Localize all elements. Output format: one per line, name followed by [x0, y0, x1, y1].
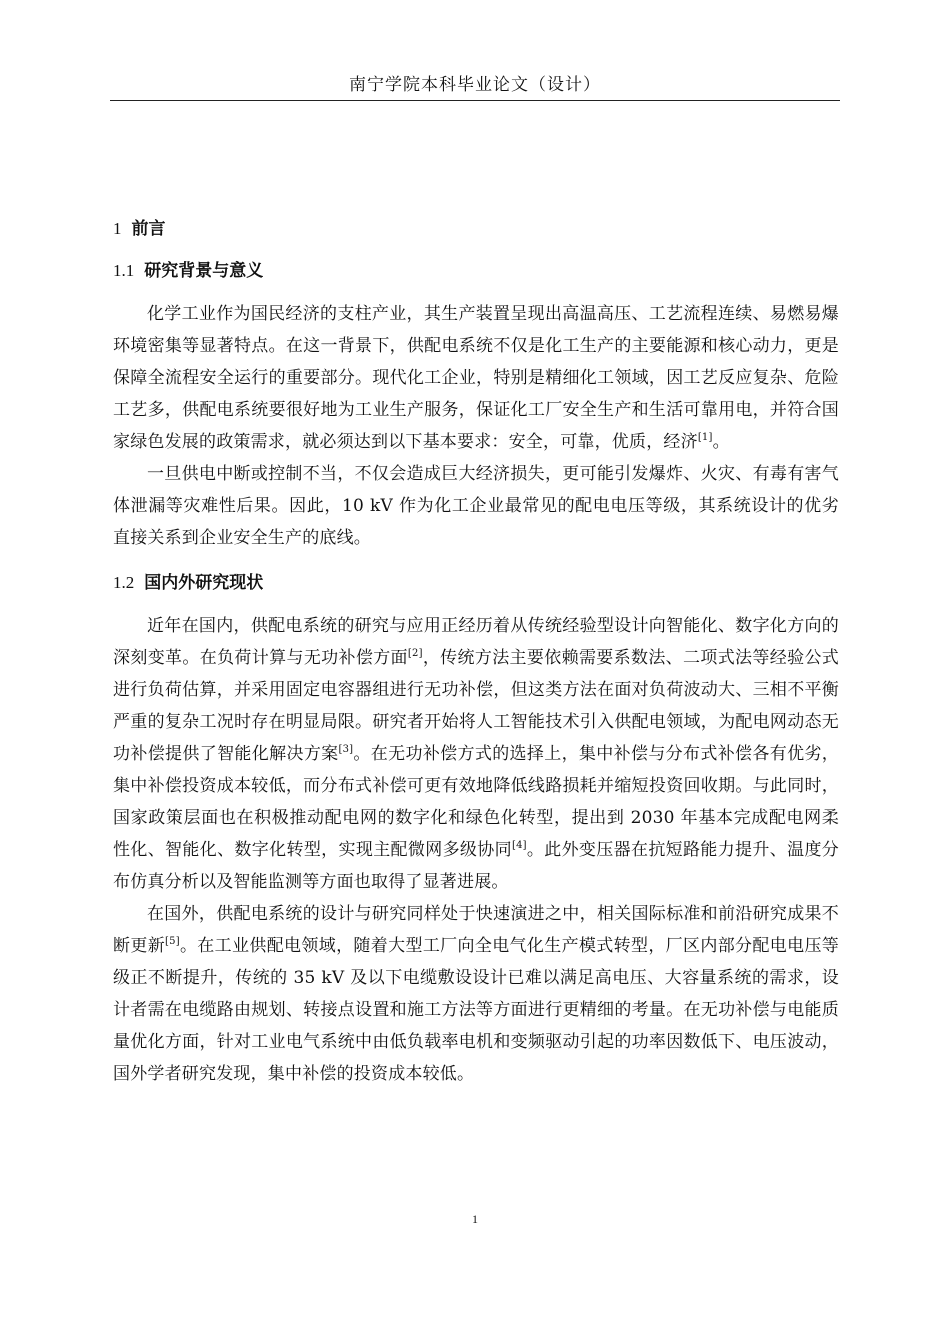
subsection-number: 1.1 — [113, 261, 135, 280]
paragraph-text: 化学工业作为国民经济的支柱产业，其生产装置呈现出高温高压、工艺流程连续、易燃易爆环境密集等显著特点。在这一背景下，供配电系统不仅是化工生产的主要能源和核心动力，更是保障全流程安全运行的重要部分。现代化工企业，特别是精细化工领域，因工艺反应复杂、危险工艺多，供配电系统要很好地为工业生产服务，保证化工厂安全生产和生活可靠用电，并符合国家绿色发展的政策需求，就必须达到以下基本要求：安全，可靠，优质，经济 — [113, 304, 839, 452]
paragraph-foreign-research — [113, 898, 839, 1090]
subsection-title: 国内外研究现状 — [144, 573, 264, 593]
paragraph-text: 在国外，供配电系统的设计与研究同样处于快速演进之中，相关国际标准和前沿研究成果不断更新 — [113, 904, 839, 956]
citation-ref: [4] — [511, 840, 527, 851]
citation-ref: [2] — [407, 648, 423, 659]
paragraph-text: 近年在国内，供配电系统的研究与应用正经历着从传统经验型设计向智能化、数字化方向的深刻变革。在负荷计算与无功补偿方面 — [113, 616, 839, 668]
paragraph-text: 。在工业供配电领域，随着大型工厂向全电气化生产模式转型，厂区内部分配电电压等级正不断提升，传统的 35 kV 及以下电缆敷设设计已难以满足高电压、大容量系统的需求，设计者需在电缆路由规划、转接点设置和施工方法等方面进行更精细的考量。在无功补偿与电能质量优化方面，针对工业电气系统中由低负载率电机和变频驱动引起的功率因数低下、电压波动，国外学者研究发现，集中补偿的投资成本较低。 — [113, 936, 839, 1084]
citation-ref: [5] — [165, 936, 180, 947]
paragraph-text: 。在无功补偿方式的选择上，集中补偿与分布式补偿各有优劣，集中补偿投资成本较低，而分布式补偿可更有效地降低线路损耗并缩短投资回收期。与此同时，国家政策层面也在积极推动配电网的数字化和绿色化转型，提出到 2030 年基本完成配电网柔性化、智能化、数字化转型，实现主配微网多级协同 — [113, 744, 839, 860]
running-header: 南宁学院本科毕业论文（设计） — [349, 75, 601, 95]
section-heading-1-1 — [113, 254, 839, 288]
citation-ref: [1] — [697, 432, 713, 443]
page-number: 1 — [472, 1212, 478, 1226]
paragraph-background — [113, 298, 839, 458]
section-heading-1-2 — [113, 566, 839, 600]
subsection-title: 研究背景与意义 — [144, 261, 264, 281]
paragraph-text: 。此外变压器在抗短路能力提升、温度分布仿真分析以及智能监测等方面也取得了显著进展。 — [113, 840, 839, 892]
section-title: 前言 — [131, 219, 166, 239]
paragraph-text: ，传统方法主要依赖需要系数法、二项式法等经验公式进行负荷估算，并采用固定电容器组进行无功补偿，但这类方法在面对负荷波动大、三相不平衡严重的复杂工况时存在明显局限。研究者开始将人工智能技术引入供配电领域，为配电网动态无功补偿提供了智能化解决方案 — [113, 648, 839, 764]
paragraph-domestic-research — [113, 610, 839, 898]
paragraph-significance: 一旦供电中断或控制不当，不仅会造成巨大经济损失，更可能引发爆炸、火灾、有毒有害气体泄漏等灾难性后果。因此，10 kV 作为化工企业最常见的配电电压等级，其系统设计的优劣直接关系到企业安全生产的底线。 — [113, 464, 839, 548]
citation-ref: [3] — [338, 744, 354, 755]
section-number: 1 — [113, 219, 122, 238]
paragraph-text: 。 — [712, 432, 730, 452]
page-body — [113, 212, 839, 1090]
section-heading-1 — [113, 212, 839, 246]
subsection-number: 1.2 — [113, 573, 135, 592]
header-rule — [110, 100, 840, 101]
